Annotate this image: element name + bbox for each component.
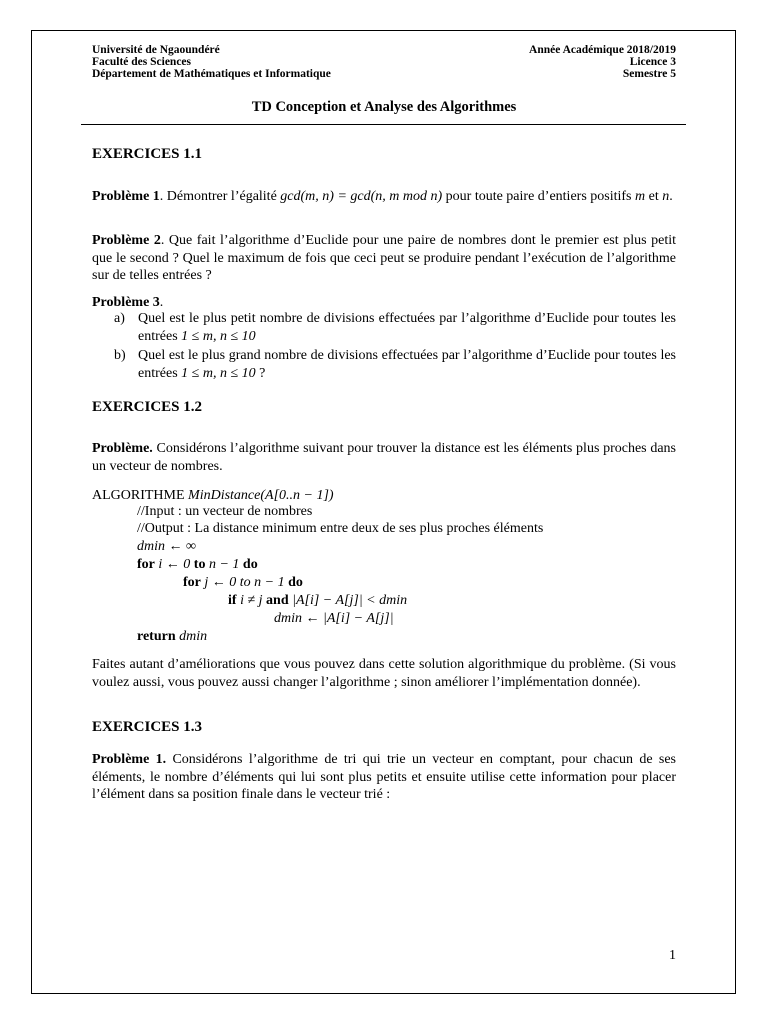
level: Licence 3: [629, 56, 676, 68]
section-heading-ex13: EXERCICES 1.3: [92, 719, 203, 735]
improvement-instructions: Faites autant d’améliorations que vous pouvez dans cette solution algorithmique du problème. (Si vous voulez aussi, vous pouvez aussi changer l’algorithme ; sinon améliorer l’implémentation donnée).: [92, 657, 676, 690]
problem-1-1: Problème 1. Démontrer l’égalité gcd(m, n) = gcd(n, m mod n) pour toute paire d’entiers positifs m et n.: [92, 189, 673, 204]
problem-1-2-statement: Problème. Considérons l’algorithme suivant pour trouver la distance est les éléments plus proches dans un vecteur de nombres.: [92, 441, 676, 474]
gcd-formula: gcd(m, n) = gcd(n, m mod n): [280, 189, 443, 204]
academic-year: Année Académique 2018/2019: [529, 44, 676, 56]
header-institution: [92, 44, 331, 80]
university-name: Université de Ngaoundéré: [92, 44, 220, 56]
algo-if: if i ≠ j and |A[i] − A[j]| < dmin: [228, 593, 408, 608]
problem-1-3-statement: Problème 1. Considérons l’algorithme de tri qui trie un vecteur en comptant, pour chacun de ses éléments, le nombre d’éléments qui lui sont plus petits et ensuite utilise cette information pour placer l’élément dans sa position finale dans le vecteur trié :: [92, 752, 676, 802]
algo-outer-loop: for i ← 0 to n − 1 do: [137, 557, 258, 572]
problem-label: Problème.: [92, 441, 153, 456]
problem-1-2: Problème 2. Que fait l’algorithme d’Euclide pour une paire de nombres dont le premier est plus petit que le second ? Quel le maximum de fois que ceci peut se produire pendant l’exécution de l’algorithme sur de telles entrées ?: [92, 233, 676, 283]
problem-label: Problème 2: [92, 233, 161, 248]
problem-label: Problème 3: [92, 295, 160, 310]
document-title: TD Conception et Analyse des Algorithmes: [251, 99, 517, 115]
faculty-name: Faculté des Sciences: [92, 56, 192, 68]
header-course-info: [529, 44, 676, 80]
section-heading-ex11: EXERCICES 1.1: [92, 146, 203, 162]
algo-input-comment: //Input : un vecteur de nombres: [137, 504, 313, 519]
algo-init: dmin ← ∞: [137, 539, 196, 554]
section-heading-ex12: EXERCICES 1.2: [92, 399, 203, 415]
page-number: 1: [669, 948, 676, 963]
problem-1-3: Problème 3.: [92, 295, 164, 310]
title-rule: [81, 124, 686, 125]
problem-label: Problème 1.: [92, 752, 167, 767]
algo-output-comment: //Output : La distance minimum entre deux de ses plus proches éléments: [137, 521, 544, 536]
problem-label: Problème 1: [92, 189, 160, 204]
semester: Semestre 5: [622, 68, 676, 80]
department-name: Département de Mathématiques et Informatique: [92, 68, 331, 80]
algo-inner-loop: for j ← 0 to n − 1 do: [183, 575, 303, 590]
algo-return: return dmin: [137, 629, 208, 644]
algo-signature: ALGORITHME MinDistance(A[0..n − 1]): [92, 488, 334, 503]
algo-assign: dmin ← |A[i] − A[j]|: [274, 611, 394, 626]
